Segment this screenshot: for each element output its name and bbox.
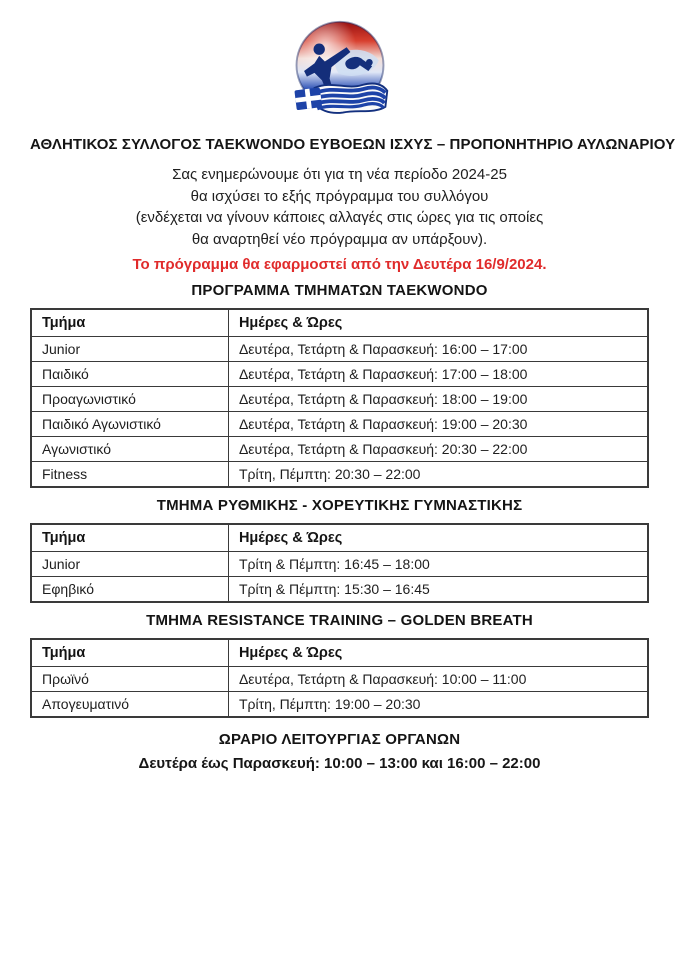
department-cell: Junior [31, 337, 228, 362]
table-row [31, 692, 648, 718]
column-header-department: Τμήμα [31, 309, 228, 337]
section-heading-taekwondo: ΠΡΟΓΡΑΜΜΑ ΤΜΗΜΑΤΩΝ TAEKWONDO [191, 282, 488, 299]
department-cell: Εφηβικό [31, 577, 228, 603]
table-row [31, 362, 648, 387]
table-row [31, 577, 648, 603]
logo-container [30, 0, 649, 124]
table-header-row [31, 524, 648, 552]
table-header-row [31, 639, 648, 667]
taekwondo-schedule-table [30, 308, 649, 488]
club-logo-icon [288, 18, 392, 122]
schedule-cell: Δευτέρα, Τετάρτη & Παρασκευή: 19:00 – 20:30 [228, 412, 648, 437]
table-row [31, 667, 648, 692]
equipment-hours-heading: ΩΡΑΡΙΟ ΛΕΙΤΟΥΡΓΙΑΣ ΟΡΓΑΝΩΝ [218, 731, 461, 748]
table-row [31, 337, 648, 362]
column-header-days-hours: Ημέρες & Ώρες [228, 309, 648, 337]
schedule-cell: Τρίτη, Πέμπτη: 20:30 – 22:00 [228, 462, 648, 488]
department-cell: Απογευματινό [31, 692, 228, 718]
schedule-cell: Δευτέρα, Τετάρτη & Παρασκευή: 17:00 – 18:00 [228, 362, 648, 387]
department-cell: Προαγωνιστικό [31, 387, 228, 412]
table-row [31, 387, 648, 412]
department-cell: Παιδικό [31, 362, 228, 387]
schedule-cell: Δευτέρα, Τετάρτη & Παρασκευή: 10:00 – 11:00 [228, 667, 648, 692]
department-cell: Fitness [31, 462, 228, 488]
column-header-days-hours: Ημέρες & Ώρες [228, 639, 648, 667]
intro-line: (ενδέχεται να γίνουν κάποιες αλλαγές στις ώρες για τις οποίες [135, 209, 544, 226]
schedule-cell: Τρίτη & Πέμπτη: 15:30 – 16:45 [228, 577, 648, 603]
column-header-department: Τμήμα [31, 524, 228, 552]
section-heading-gymnastics: ΤΜΗΜΑ ΡΥΘΜΙΚΗΣ - ΧΟΡΕΥΤΙΚΗΣ ΓΥΜΝΑΣΤΙΚΗΣ [156, 497, 523, 514]
intro-line: θα ισχύσει το εξής πρόγραμμα του συλλόγου [190, 187, 489, 205]
table-header-row [31, 309, 648, 337]
table-row [31, 437, 648, 462]
intro-line: Σας ενημερώνουμε ότι για τη νέα περίοδο 2024-25 [172, 166, 507, 183]
effective-date-notice: Το πρόγραμμα θα εφαρμοστεί από την Δευτέρα 16/9/2024. [132, 256, 547, 273]
schedule-cell: Τρίτη, Πέμπτη: 19:00 – 20:30 [228, 692, 648, 718]
department-cell: Junior [31, 552, 228, 577]
gymnastics-schedule-table [30, 523, 649, 603]
equipment-hours-text: Δευτέρα έως Παρασκευή: 10:00 – 13:00 και 16:00 – 22:00 [138, 755, 541, 772]
column-header-days-hours: Ημέρες & Ώρες [228, 524, 648, 552]
department-cell: Αγωνιστικό [31, 437, 228, 462]
department-cell: Παιδικό Αγωνιστικό [31, 412, 228, 437]
column-header-department: Τμήμα [31, 639, 228, 667]
schedule-cell: Δευτέρα, Τετάρτη & Παρασκευή: 18:00 – 19:00 [228, 387, 648, 412]
table-row [31, 462, 648, 488]
table-row [31, 552, 648, 577]
resistance-training-schedule-table [30, 638, 649, 718]
intro-paragraph [30, 164, 649, 250]
schedule-cell: Δευτέρα, Τετάρτη & Παρασκευή: 20:30 – 22:00 [228, 437, 648, 462]
schedule-cell: Δευτέρα, Τετάρτη & Παρασκευή: 16:00 – 17:00 [228, 337, 648, 362]
schedule-cell: Τρίτη & Πέμπτη: 16:45 – 18:00 [228, 552, 648, 577]
intro-line: θα αναρτηθεί νέο πρόγραμμα αν υπάρξουν). [191, 230, 488, 248]
department-cell: Πρωϊνό [31, 667, 228, 692]
table-row [31, 412, 648, 437]
page-title: ΑΘΛΗΤΙΚΟΣ ΣΥΛΛΟΓΟΣ TAEKWONDO ΕΥΒΟΕΩΝ ΙΣΧΥΣ – ΠΡΟΠΟΝΗΤΗΡΙΟ ΑΥΛΩΝΑΡΙΟΥ [30, 136, 676, 153]
section-heading-resistance-training: ΤΜΗΜΑ RESISTANCE TRAINING – GOLDEN BREATH [146, 612, 533, 629]
